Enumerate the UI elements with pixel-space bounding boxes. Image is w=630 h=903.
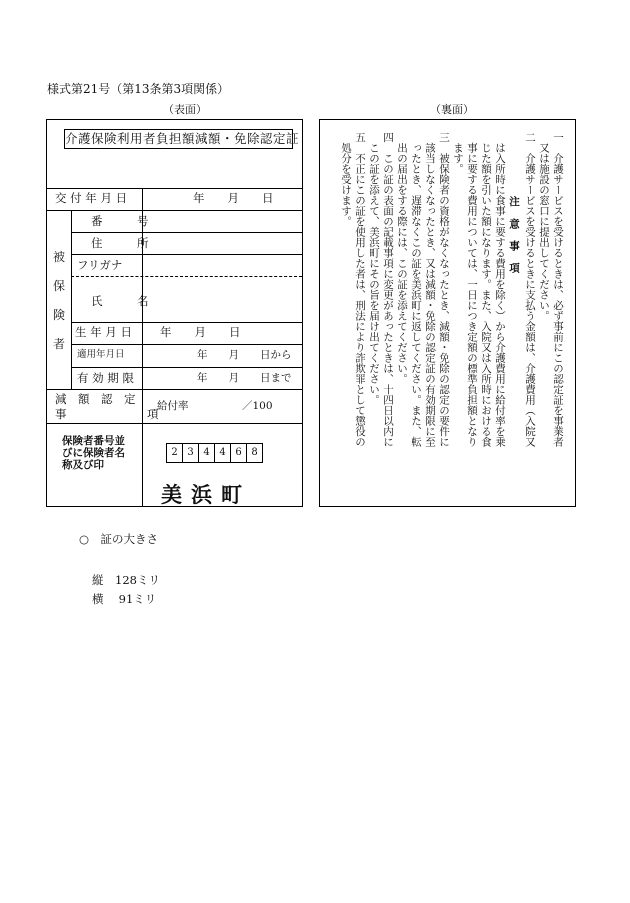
note-col-1: 一 介護サービスを受けるときは、必ず事前にこの認定証を事業者 [552,132,564,447]
insurer-label: 保険者番号並びに保険者名称及び印 [62,435,125,471]
size-heading: ○ 証の大きさ [79,532,159,546]
insurer-name: 美浜町 [161,482,251,507]
form-number-label: 様式第21号（第13条第3項関係） [47,82,230,96]
row-divider [71,322,302,323]
name-label: 氏 名 [91,294,149,308]
number-label: 番 号 [91,214,149,228]
note-col-10: ったとき、遅滞なくこの証を美浜町に返してください。また、転 [410,132,422,447]
issue-date-label: 交 付 年 月 日 [55,191,128,205]
benefit-rate-value: ／100 [242,400,273,412]
row-divider [47,188,302,189]
size-width: 横 91ミリ [92,592,157,606]
row-divider [71,232,302,233]
column-divider [142,188,143,423]
notes-title: 注 意 事 項 [508,196,520,277]
row-divider [71,344,302,345]
insurer-digit: 3 [182,443,199,463]
benefit-rate-label: 給付率 [157,400,189,412]
note-col-7: ます。 [452,132,464,174]
reduction-label-top: 減 額 認 定 [55,392,136,406]
back-card [319,119,576,507]
insurer-digit: 4 [214,443,231,463]
row-divider [47,423,302,424]
note-col-15: 処分を受けます。 [340,132,352,227]
insurer-digit: 2 [166,443,183,463]
note-col-8: 三 被保険者の資格がなくなったとき、減額・免除の認定の要件に [438,132,450,447]
certificate-title: 介護保険利用者負担額減額・免除認定証 [64,129,293,149]
note-col-2: 又は施設の窓口に提出してください。 [538,132,550,321]
apply-date-label: 適用年月日 [77,349,125,360]
note-col-5: じた額を引いた額になります。また、入院又は入所時における食 [480,132,492,447]
note-col-6: 事に要する費用については、一日につき定額の標準負担額となり [466,132,478,447]
valid-until-value: 年 月 日まで [197,372,292,384]
insurer-digit: 4 [198,443,215,463]
note-col-14: 五 不正にこの証を使用した者は、刑法により詐欺罪として懲役の [354,132,366,447]
issue-date-value: 年 月 日 [193,191,274,205]
insurer-digit: 8 [246,443,263,463]
birth-date-value: 年 月 日 [160,325,241,339]
note-col-12: 四 この証の表面の記載事項に変更があったときは、十四日以内に [382,132,394,447]
front-card [46,119,303,507]
furigana-label: フリガナ [77,258,123,272]
column-divider [71,210,72,389]
apply-date-value: 年 月 日から [197,349,292,361]
address-label: 住 所 [91,236,149,250]
column-divider [142,423,143,506]
birth-date-label: 生 年 月 日 [75,325,132,339]
note-col-3: 二 介護サービスを受けるときに支払う金額は、介護費用（入院又 [524,132,536,447]
row-divider [71,254,302,255]
back-side-label: （裏面） [430,103,474,116]
insurer-digit: 6 [230,443,247,463]
note-col-11: 出の届出をする際には、この証を添えてください。 [396,132,408,384]
front-side-label: （表面） [163,103,207,116]
row-divider [71,367,302,368]
note-col-4: は入所時に食事に要する費用を除く）から介護費用に給付率を乗 [494,132,506,447]
note-col-9: 該当しなくなったとき、又は減額・免除の認定証の有効期限に至 [424,132,436,447]
insured-person-group-label: 被 保 険 者 [52,250,65,351]
row-divider [47,389,302,390]
reduction-label-bottom: 事 項 [55,407,159,421]
size-height: 縦 128ミリ [92,573,160,587]
insurer-number-boxes [167,443,263,463]
row-divider-dashed [71,276,302,277]
row-divider [47,210,302,211]
valid-until-label: 有 効 期 限 [77,371,134,385]
note-col-13: この証を添えて、美浜町にその旨を届け出てください。 [368,132,380,405]
